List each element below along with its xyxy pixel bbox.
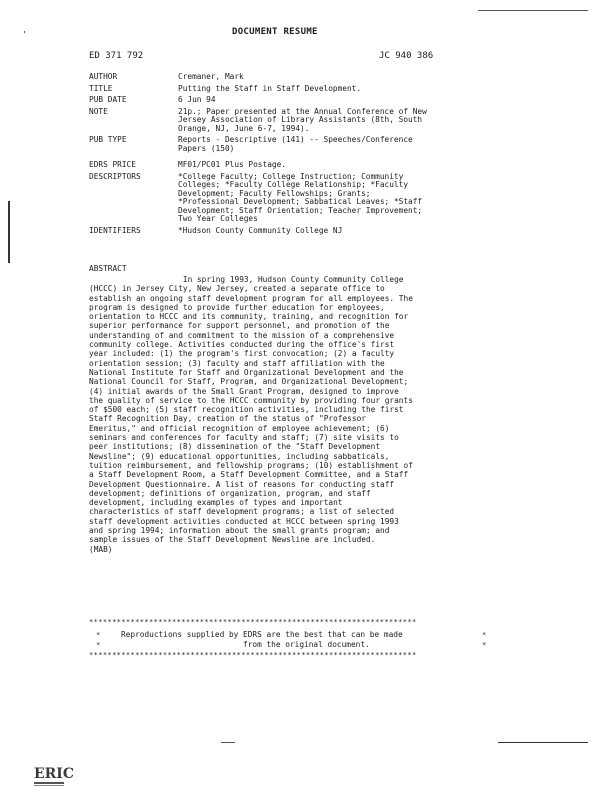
field-label: PUB TYPE (89, 135, 127, 144)
metadata-fields (89, 73, 589, 238)
scan-line (498, 742, 588, 743)
field-label: NOTE (89, 106, 108, 116)
field-title (89, 85, 589, 94)
field-pub-date (89, 96, 589, 105)
scan-dash (221, 742, 235, 743)
field-edrs-price (89, 161, 589, 170)
star-right: * (482, 641, 487, 649)
field-label: IDENTIFIERS (89, 225, 141, 235)
logo-text: ERIC (34, 766, 74, 782)
field-label: EDRS PRICE (89, 160, 136, 169)
field-descriptors (89, 173, 589, 224)
field-label: AUTHOR (89, 72, 118, 81)
field-note (89, 108, 589, 134)
field-value: *College Faculty; College Instruction; Community Colleges; *Faculty College Relationship; *Faculty Development; Faculty Fellowships; Grants; *Professional Development; Sabbatical Leaves; *Staff Development; Staff Orientation; Teacher Improvement; Two Year Colleges (178, 171, 423, 223)
field-value: Reports - Descriptive (141) -- Speeches/Conference Papers (150) (178, 135, 413, 153)
abstract-text: In spring 1993, Hudson County Community College (HCCC) in Jersey City, New Jersey, created a separate office to establish an ongoing staff development program for all employees. The program is designed to provide further education for employees, orientation to HCCC and its community, training, and recognition for superior performance for support personnel, and promotion of the understanding of and commitment to the mission of a comprehensive community college. Activities conducted during the office's first year included: (1) the program's first convocation; (2) a faculty orientation session; (3) faculty and staff affiliation with the National Institute for Staff and Organizational Development and the National Council for Staff, Program, and Organizational Development; (4) initial awards of the Small Grant Program, designed to improve the quality of service to the HCCC community by providing four grants of $500 each; (5) staff recognition activities, including the first Staff Recognition Day, creation of the status of "Professor Emeritus," and official recognition of employee achievement; (6) seminars and conferences for faculty and staff; (7) site visits to peer institutions; (8) dissemination of the "Staff Development Newsline"; (9) educational opportunities, including sabbaticals, tuition reimbursement, and fellowship programs; (10) establishment of a Staff Development Room, a Staff Development Committee, and a Staff Development Questionnaire. A list of reasons for conducting staff development; definitions of organization, program, and staff development, including examples of types and important characteristics of staff development programs; a list of selected staff development activities conducted at HCCC between spring 1993 and spring 1994; information about the small grants program; and sample issues of the Staff Development Newsline are included. (MAB) (89, 275, 413, 554)
field-value: *Hudson County Community College NJ (178, 225, 343, 235)
field-value: 21p.; Paper presented at the Annual Conference of New Jersey Association of Library Assistants (8th, South Orange, NJ, June 6-7, 1994). (178, 106, 427, 133)
abstract-label: ABSTRACT (89, 264, 127, 273)
scan-bar (8, 201, 10, 263)
field-identifiers (89, 227, 589, 236)
field-author (89, 73, 589, 82)
field-label: DESCRIPTORS (89, 171, 141, 181)
field-value: Putting the Staff in Staff Development. (178, 83, 362, 93)
eric-logo (14, 744, 74, 782)
stars-border-top: *********************************************************************** (89, 618, 417, 626)
stars-border-bottom: *********************************************************************** (89, 651, 417, 659)
field-label: TITLE (89, 83, 113, 93)
star-left: * (96, 641, 101, 649)
field-value: Cremaner, Mark (178, 72, 244, 81)
reproduction-notice-line-1: Reproductions supplied by EDRS are the best that can be made (121, 630, 403, 639)
field-value: MF01/PC01 Plus Postage. (178, 160, 286, 169)
jc-number: JC 940 386 (379, 51, 434, 61)
field-label: PUB DATE (89, 95, 127, 104)
ed-number: ED 371 792 (89, 51, 144, 61)
star-left: * (96, 631, 101, 639)
document-title: DOCUMENT RESUME (232, 27, 318, 37)
scan-mark: ' (22, 30, 27, 39)
reproduction-notice-line-2: from the original document. (243, 640, 370, 649)
scan-line (478, 10, 588, 11)
field-value: 6 Jun 94 (178, 95, 216, 104)
field-pub-type (89, 136, 589, 153)
star-right: * (482, 631, 487, 639)
